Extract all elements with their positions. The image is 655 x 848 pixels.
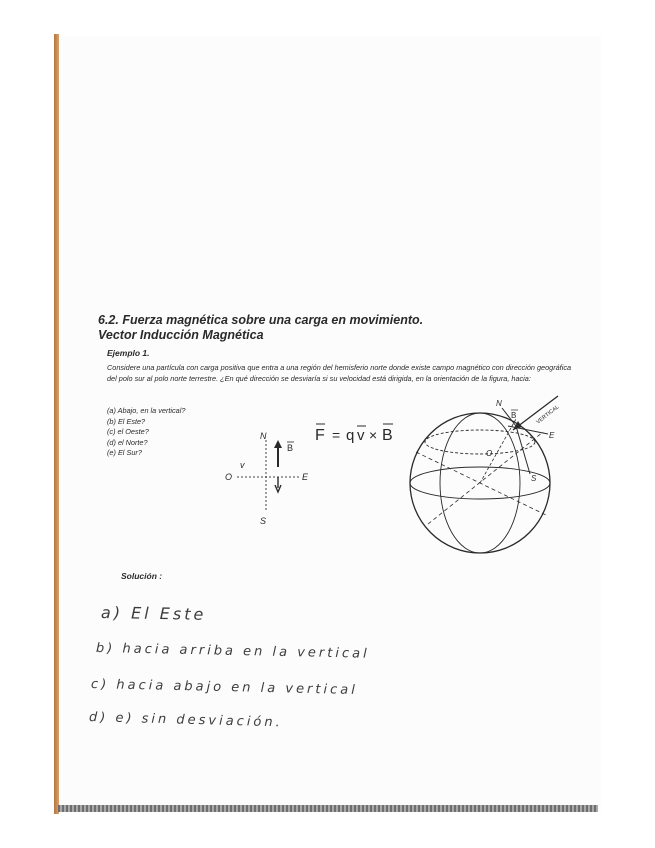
field-label: B [287, 443, 294, 453]
answer-options [107, 406, 185, 459]
compass-east-label: E [302, 472, 309, 482]
globe-field-label: B [511, 411, 517, 420]
option-d: (d) el Norte? [107, 437, 148, 447]
solution-label: Solución : [121, 571, 163, 581]
formula-cross: × [369, 427, 378, 443]
option-b: (b) El Este? [107, 416, 146, 426]
example-label: Ejemplo 1. [107, 348, 150, 358]
compass-south-label: S [260, 516, 267, 526]
answer-c: c) hacia abajo en la vertical [90, 677, 358, 699]
globe-south-tangent [516, 426, 530, 474]
page-left-edge [54, 34, 59, 814]
velocity-label: v [240, 460, 245, 470]
globe-axis-line [428, 432, 543, 524]
problem-statement: Considere una partícula con carga positiva que entra a una región del hemisferio norte donde existe campo magnético con dirección geográfica del polo sur al polo norte terrestre. ¿En qué dirección se desviaría si su velocidad está dirigida, en la orientación de la figura, hacia: [107, 363, 572, 383]
answer-d: d) e) sin desviación. [88, 710, 283, 731]
globe-vertical-label: VERTICAL [535, 404, 561, 426]
page-bottom-edge [58, 805, 598, 812]
compass-west-label: O [225, 472, 233, 482]
formula-equals: = [332, 427, 341, 443]
formula-velocity: v [357, 427, 365, 444]
globe-origin-label: O [486, 449, 493, 458]
section-title: 6.2. Fuerza magnética sobre una carga en movimiento. [98, 313, 424, 327]
option-a: (a) Abajo, en la vertical? [107, 406, 186, 415]
formula-force: F [315, 427, 325, 444]
section-heading [98, 313, 423, 343]
formula-charge: q [346, 427, 355, 444]
globe-diagonal-line [416, 452, 548, 516]
compass-north-label: N [260, 431, 267, 441]
section-subtitle: Vector Inducción Magnética [98, 328, 264, 342]
option-c: (c) el Oeste? [107, 427, 149, 437]
answer-b: b) hacia arriba en la vertical [95, 641, 370, 662]
globe-north-label: N [496, 399, 502, 408]
globe-south-label: S [531, 474, 537, 483]
option-e: (e) El Sur? [107, 448, 142, 458]
globe-east-label: E [549, 431, 555, 440]
globe-diagram [398, 394, 588, 569]
answer-a: a) El Este [100, 603, 207, 624]
formula-field: B [382, 427, 393, 444]
field-arrow-head [274, 440, 282, 448]
